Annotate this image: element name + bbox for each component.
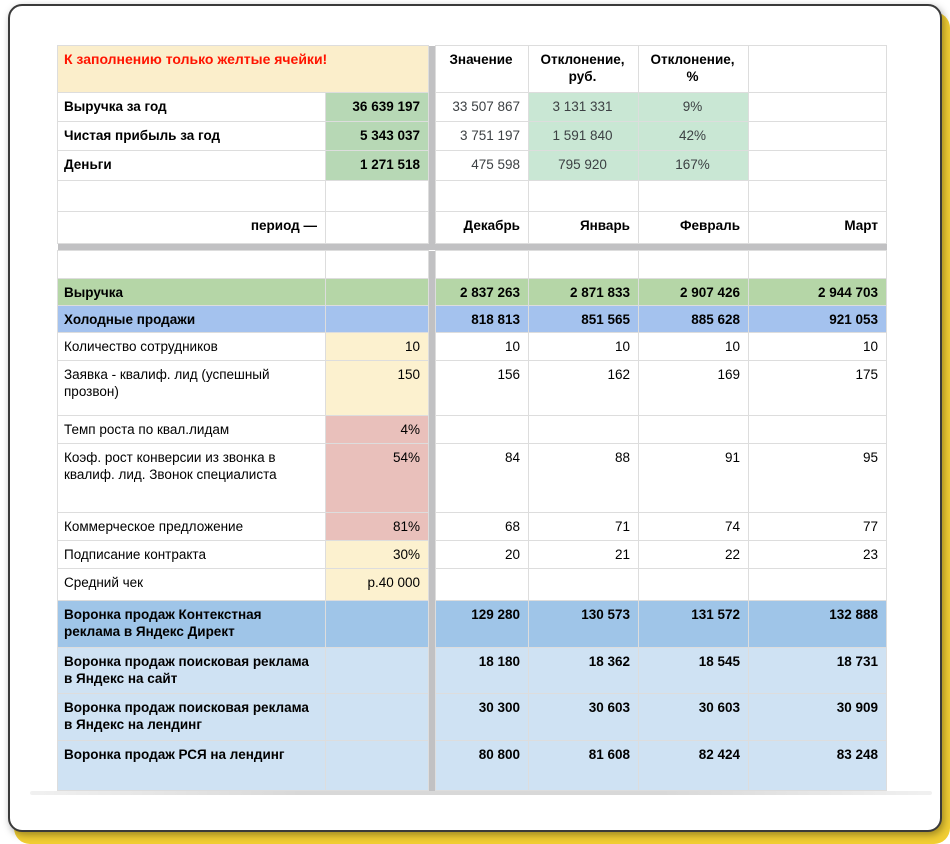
month-value-cell: 10 [436,333,529,361]
frozen-divider-vertical [429,212,436,244]
empty-cell [326,648,429,694]
column-header-deviation-pct: Отклонение, % [639,46,749,93]
metric-row-qualified-leads [58,361,887,416]
empty-cell [529,416,639,444]
empty-cell [529,569,639,601]
month-value-cell: 22 [639,541,749,569]
month-value-cell: 77 [749,513,887,541]
input-cell[interactable]: 150 [326,361,429,416]
row-label: Темп роста по квал.лидам [58,416,326,444]
empty-cell [749,416,887,444]
metric-row-average-check [58,569,887,601]
note-cell: К заполнению только желтые ячейки! [58,46,429,93]
month-value-cell: 21 [529,541,639,569]
frozen-divider-vertical [429,251,436,279]
month-value-cell: 10 [639,333,749,361]
frozen-divider-vertical [429,444,436,513]
plan-value-cell: 5 343 037 [326,122,429,151]
funnel-row-search-ads-landing [58,694,887,741]
frozen-divider-vertical [429,46,436,93]
empty-cell [326,279,429,306]
month-value-cell: 18 545 [639,648,749,694]
frozen-divider-vertical [429,333,436,361]
row-label: Воронка продаж поисковая реклама в Яндекс на сайт [58,648,326,694]
month-value-cell: 68 [436,513,529,541]
month-value-cell: 18 362 [529,648,639,694]
spreadsheet [57,45,887,791]
frozen-divider-vertical [429,93,436,122]
empty-cell [326,694,429,741]
funnel-row-rsya-landing [58,741,887,791]
empty-cell [749,93,887,122]
empty-cell [749,251,887,279]
empty-cell [529,181,639,212]
month-value-cell: 2 944 703 [749,279,887,306]
empty-cell [436,569,529,601]
frozen-divider-vertical [429,416,436,444]
input-cell[interactable]: 54% [326,444,429,513]
month-value-cell: 83 248 [749,741,887,791]
month-value-cell: 30 603 [639,694,749,741]
frozen-divider-vertical [429,648,436,694]
summary-row-revenue-year [58,93,887,122]
row-label: Выручка [58,279,326,306]
row-label: Выручка за год [58,93,326,122]
table-bottom-shadow [30,791,932,795]
month-value-cell: 851 565 [529,306,639,333]
frozen-divider-vertical [429,361,436,416]
empty-cell [436,181,529,212]
month-value-cell: 20 [436,541,529,569]
frozen-divider-horizontal [58,244,887,251]
frozen-divider-vertical [429,601,436,648]
frozen-divider-vertical [429,122,436,151]
row-label: Воронка продаж поисковая реклама в Яндекс на лендинг [58,694,326,741]
deviation-rub-cell: 795 920 [529,151,639,181]
metric-row-commercial-offer [58,513,887,541]
empty-row [58,181,887,212]
cold-sales-row [58,306,887,333]
month-value-cell: 84 [436,444,529,513]
plan-value-cell: 36 639 197 [326,93,429,122]
empty-cell [58,251,326,279]
frozen-divider-vertical [429,151,436,181]
frozen-divider-vertical [429,306,436,333]
summary-row-money [58,151,887,181]
month-value-cell: 2 837 263 [436,279,529,306]
empty-cell [749,151,887,181]
deviation-pct-cell: 42% [639,122,749,151]
metric-row-lead-growth [58,416,887,444]
frozen-divider-vertical [429,279,436,306]
month-value-cell: 30 300 [436,694,529,741]
month-header-march: Март [749,212,887,244]
deviation-pct-cell: 167% [639,151,749,181]
header-row [58,46,887,93]
input-cell[interactable]: р.40 000 [326,569,429,601]
month-value-cell: 30 909 [749,694,887,741]
funnel-row-context-ads [58,601,887,648]
month-value-cell: 71 [529,513,639,541]
empty-cell [436,416,529,444]
month-value-cell: 91 [639,444,749,513]
fact-value-cell: 33 507 867 [436,93,529,122]
frozen-divider-vertical [429,513,436,541]
revenue-row [58,279,887,306]
row-label: Воронка продаж Контекстная реклама в Яндекс Директ [58,601,326,648]
month-header-january: Январь [529,212,639,244]
frozen-divider-vertical [429,694,436,741]
empty-cell [639,569,749,601]
metric-row-employees [58,333,887,361]
frozen-divider-horizontal-bar [58,244,887,251]
plan-value-cell: 1 271 518 [326,151,429,181]
month-value-cell: 921 053 [749,306,887,333]
empty-cell [326,212,429,244]
input-cell[interactable]: 10 [326,333,429,361]
row-label: Чистая прибыль за год [58,122,326,151]
row-label: Количество сотрудников [58,333,326,361]
month-value-cell: 10 [529,333,639,361]
empty-cell [436,251,529,279]
input-cell[interactable]: 30% [326,541,429,569]
month-value-cell: 169 [639,361,749,416]
row-label: Подписание контракта [58,541,326,569]
month-value-cell: 30 603 [529,694,639,741]
row-label: Коммерческое предложение [58,513,326,541]
frozen-divider-vertical [429,541,436,569]
month-value-cell: 885 628 [639,306,749,333]
deviation-pct-cell: 9% [639,93,749,122]
row-label: Воронка продаж РСЯ на лендинг [58,741,326,791]
empty-cell [749,46,887,93]
period-label: период — [58,212,326,244]
month-value-cell: 88 [529,444,639,513]
fact-value-cell: 475 598 [436,151,529,181]
fact-value-cell: 3 751 197 [436,122,529,151]
empty-cell [326,306,429,333]
input-cell[interactable]: 4% [326,416,429,444]
month-value-cell: 175 [749,361,887,416]
month-value-cell: 2 907 426 [639,279,749,306]
frozen-divider-vertical [429,181,436,212]
month-value-cell: 95 [749,444,887,513]
row-label: Заявка - квалиф. лид (успешный прозвон) [58,361,326,416]
spreadsheet-table [57,45,887,791]
deviation-rub-cell: 1 591 840 [529,122,639,151]
month-value-cell: 18 180 [436,648,529,694]
empty-cell [326,741,429,791]
month-value-cell: 74 [639,513,749,541]
empty-cell [326,251,429,279]
month-value-cell: 2 871 833 [529,279,639,306]
month-value-cell: 80 800 [436,741,529,791]
month-value-cell: 81 608 [529,741,639,791]
month-value-cell: 18 731 [749,648,887,694]
month-value-cell: 130 573 [529,601,639,648]
month-value-cell: 129 280 [436,601,529,648]
month-value-cell: 132 888 [749,601,887,648]
month-value-cell: 818 813 [436,306,529,333]
row-label: Коэф. рост конверсии из звонка в квалиф. лид. Звонок специалиста [58,444,326,513]
deviation-rub-cell: 3 131 331 [529,93,639,122]
summary-row-net-profit [58,122,887,151]
row-label: Деньги [58,151,326,181]
period-row [58,212,887,244]
month-value-cell: 162 [529,361,639,416]
month-value-cell: 23 [749,541,887,569]
month-header-december: Декабрь [436,212,529,244]
empty-cell [749,569,887,601]
frozen-divider-vertical [429,569,436,601]
metric-row-call-conversion [58,444,887,513]
empty-cell [326,601,429,648]
input-cell[interactable]: 81% [326,513,429,541]
empty-cell [639,181,749,212]
row-label: Средний чек [58,569,326,601]
metric-row-contract-signing [58,541,887,569]
month-value-cell: 10 [749,333,887,361]
row-label: Холодные продажи [58,306,326,333]
empty-cell [326,181,429,212]
month-value-cell: 156 [436,361,529,416]
month-value-cell: 131 572 [639,601,749,648]
column-header-deviation-rub: Отклонение, руб. [529,46,639,93]
column-header-value: Значение [436,46,529,93]
frozen-divider-vertical [429,741,436,791]
sheet-card [8,4,942,832]
empty-row [58,251,887,279]
month-value-cell: 82 424 [639,741,749,791]
empty-cell [58,181,326,212]
empty-cell [639,416,749,444]
empty-cell [749,122,887,151]
empty-cell [749,181,887,212]
empty-cell [639,251,749,279]
funnel-row-search-ads-site [58,648,887,694]
empty-cell [529,251,639,279]
month-header-february: Февраль [639,212,749,244]
